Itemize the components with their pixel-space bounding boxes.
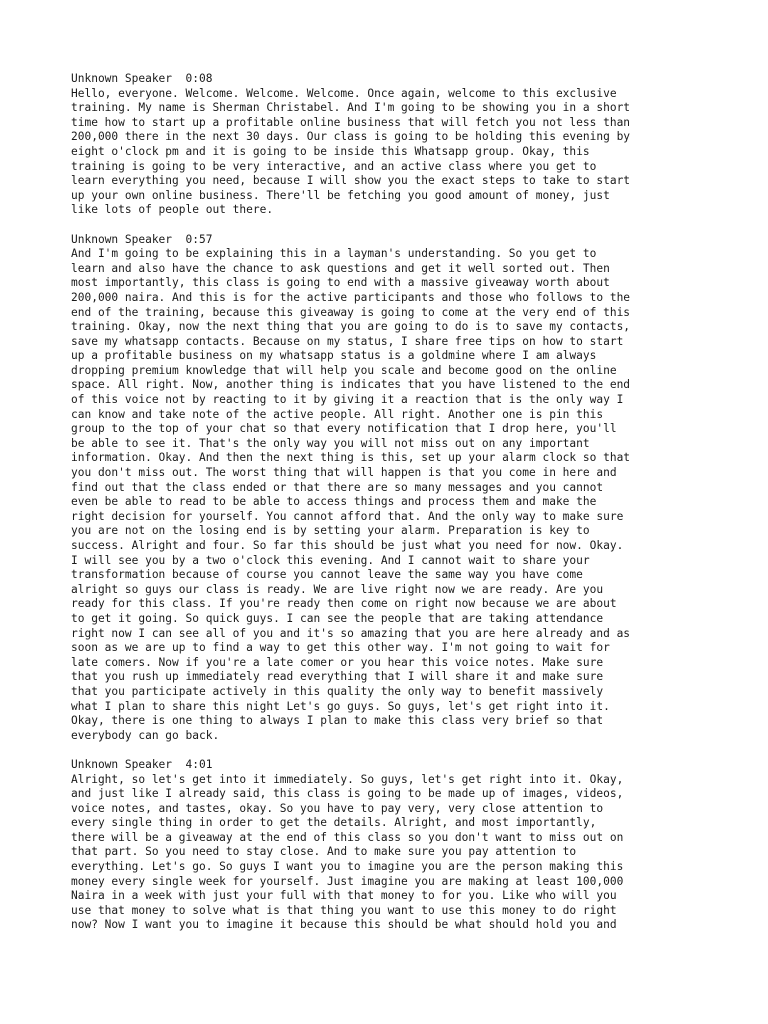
- speaker-header: [71, 233, 711, 248]
- transcript-line: learn everything you need, because I will show you the exact steps to take to start: [71, 174, 631, 188]
- transcript-line: 200,000 naira. And this is for the active participants and those who follows to the: [71, 290, 631, 304]
- transcript-line: Alright, so let's get into it immediately. So guys, let's get right into it. Okay,: [71, 772, 624, 786]
- transcript-line: training is going to be very interactive, and an active class where you get to: [71, 159, 597, 173]
- transcript-line: Naira in a week with just your full with that money to for you. Like who will you: [71, 889, 617, 903]
- transcript-line: dropping premium knowledge that will help you scale and become good on the online: [71, 363, 617, 377]
- transcript-line: transformation because of course you cannot leave the same way you have come: [71, 568, 583, 582]
- timestamp: 0:08: [185, 72, 213, 85]
- transcript-line: ready for this class. If you're ready then come on right now because we are about: [71, 597, 617, 611]
- transcript-line: be able to see it. That's the only way you will not miss out on any important: [71, 436, 590, 450]
- transcript-block: [71, 233, 711, 744]
- transcript-line: that you rush up immediately read everything that I will share it and make sure: [71, 670, 604, 684]
- transcript-line: time how to start up a profitable online business that will fetch you not less than: [71, 115, 631, 129]
- transcript-line: right now I can see all of you and it's so amazing that you are here already and as: [71, 626, 631, 640]
- timestamp: 4:01: [185, 757, 213, 771]
- transcript-line: can know and take note of the active people. All right. Another one is pin this: [71, 407, 604, 421]
- transcript-line: training. My name is Sherman Christabel. And I'm going to be showing you in a short: [71, 101, 631, 115]
- transcript-line: you don't miss out. The worst thing that will happen is that you come in here and: [71, 466, 617, 480]
- transcript-line: up your own online business. There'll be fetching you good amount of money, just: [71, 188, 610, 202]
- transcript-line: Okay, there is one thing to always I plan to make this class very brief so that: [71, 714, 604, 728]
- transcript-line: and just like I already said, this class is going to be made up of images, videos,: [71, 787, 624, 801]
- transcript-line: soon as we are up to find a way to get this other way. I'm not going to wait for: [71, 641, 610, 655]
- transcript-line: learn and also have the chance to ask questions and get it well sorted out. Then: [71, 261, 610, 275]
- transcript-line: voice notes, and tastes, okay. So you have to pay very, very close attention to: [71, 801, 604, 815]
- transcript-line: even be able to read to be able to access things and process them and make the: [71, 495, 597, 509]
- transcript-line: space. All right. Now, another thing is indicates that you have listened to the end: [71, 378, 631, 392]
- transcript-line: I will see you by a two o'clock this evening. And I cannot wait to share your: [71, 553, 590, 567]
- transcript-line: right decision for yourself. You cannot afford that. And the only way to make sure: [71, 509, 624, 523]
- transcript-line: of this voice not by reacting to it by giving it a reaction that is the only way I: [71, 393, 624, 407]
- transcript-line: you are not on the losing end is by setting your alarm. Preparation is key to: [71, 524, 590, 538]
- speaker-name: Unknown Speaker: [71, 72, 173, 85]
- transcript-line: save my whatsapp contacts. Because on my status, I share free tips on how to start: [71, 334, 624, 348]
- transcript-line: group to the top of your chat so that every notification that I drop here, you'll: [71, 422, 617, 436]
- transcript-line: late comers. Now if you're a late comer or you hear this voice notes. Make sure: [71, 655, 604, 669]
- transcript-block: [71, 72, 711, 218]
- timestamp: 0:57: [185, 232, 213, 246]
- transcript-line: Hello, everyone. Welcome. Welcome. Welcome. Once again, welcome to this exclusive: [71, 86, 617, 100]
- transcript-block: [71, 758, 711, 933]
- transcript-line: most importantly, this class is going to end with a massive giveaway worth about: [71, 276, 610, 290]
- transcript: [71, 72, 711, 948]
- transcript-line: up a profitable business on my whatsapp status is a goldmine where I am always: [71, 349, 597, 363]
- transcript-line: like lots of people out there.: [71, 203, 274, 217]
- transcript-line: everything. Let's go. So guys I want you to imagine you are the person making this: [71, 860, 624, 874]
- transcript-line: find out that the class ended or that there are so many messages and you cannot: [71, 480, 604, 494]
- transcript-line: information. Okay. And then the next thing is this, set up your alarm clock so that: [71, 451, 631, 465]
- transcript-line: alright so guys our class is ready. We are live right now we are ready. Are you: [71, 582, 604, 596]
- speaker-header: [71, 758, 711, 773]
- speaker-name: Unknown Speaker: [71, 232, 173, 246]
- transcript-line: now? Now I want you to imagine it because this should be what should hold you and: [71, 918, 617, 932]
- transcript-line: money every single week for yourself. Just imagine you are making at least 100,000: [71, 874, 624, 888]
- transcript-line: end of the training, because this giveaway is going to come at the very end of this: [71, 305, 631, 319]
- transcript-line: there will be a giveaway at the end of this class so you don't want to miss out on: [71, 830, 624, 844]
- transcript-line: And I'm going to be explaining this in a layman's understanding. So you get to: [71, 247, 597, 261]
- transcript-line: that you participate actively in this quality the only way to benefit massively: [71, 684, 604, 698]
- transcript-line: training. Okay, now the next thing that you are going to do is to save my contacts,: [71, 320, 631, 334]
- transcript-line: what I plan to share this night Let's go guys. So guys, let's get right into it.: [71, 699, 610, 713]
- transcript-line: 200,000 there in the next 30 days. Our class is going to be holding this evening by: [71, 130, 631, 144]
- transcript-line: to get it going. So quick guys. I can see the people that are taking attendance: [71, 611, 604, 625]
- transcript-line: every single thing in order to get the details. Alright, and most importantly,: [71, 816, 597, 830]
- transcript-line: success. Alright and four. So far this should be just what you need for now. Okay.: [71, 539, 624, 552]
- transcript-line: that part. So you need to stay close. And to make sure you pay attention to: [71, 845, 577, 859]
- transcript-line: eight o'clock pm and it is going to be inside this Whatsapp group. Okay, this: [71, 144, 590, 158]
- speaker-header: [71, 72, 711, 87]
- speaker-name: Unknown Speaker: [71, 757, 173, 771]
- transcript-line: everybody can go back.: [71, 728, 220, 742]
- transcript-line: use that money to solve what is that thing you want to use this money to do right: [71, 903, 617, 917]
